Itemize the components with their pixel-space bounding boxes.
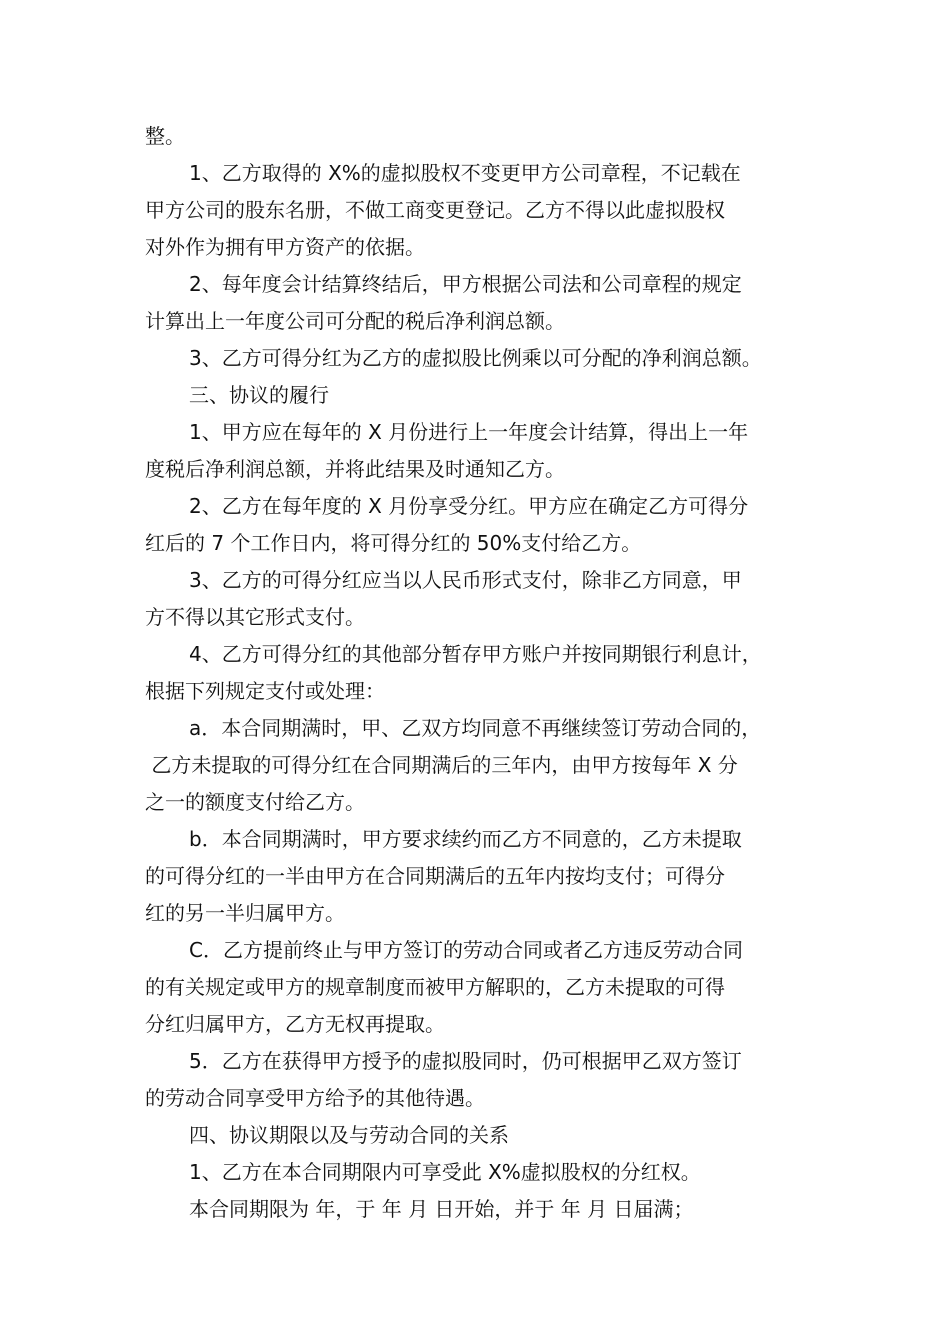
paragraph xyxy=(145,414,825,488)
text-line: 方不得以其它形式支付。 xyxy=(145,605,365,629)
text-line: 三、协议的履行 xyxy=(189,383,329,407)
text-line: 1、乙方在本合同期限内可享受此 X%虚拟股权的分红权。 xyxy=(189,1160,701,1184)
text-line: 之一的额度支付给乙方。 xyxy=(145,790,365,814)
paragraph xyxy=(145,932,825,1043)
paragraph xyxy=(145,1154,825,1191)
text-line: 甲方公司的股东名册，不做工商变更登记。乙方不得以此虚拟股权 xyxy=(145,198,725,222)
text-line: 的劳动合同享受甲方给予的其他待遇。 xyxy=(145,1086,485,1110)
text-line: 3、乙方的可得分红应当以人民币形式支付，除非乙方同意，甲 xyxy=(189,568,742,592)
text-line: 4、乙方可得分红的其他部分暂存甲方账户并按同期银行利息计， xyxy=(189,642,762,666)
paragraph xyxy=(145,636,825,710)
text-line: 3、乙方可得分红为乙方的虚拟股比例乘以可分配的净利润总额。 xyxy=(189,346,762,370)
text-line: b．本合同期满时，甲方要求续约而乙方不同意的，乙方未提取 xyxy=(189,827,742,851)
text-line: 根据下列规定支付或处理： xyxy=(145,679,385,703)
paragraph xyxy=(145,562,825,636)
text-line: 四、协议期限以及与劳动合同的关系 xyxy=(189,1123,509,1147)
text-line: 计算出上一年度公司可分配的税后净利润总额。 xyxy=(145,309,565,333)
text-line: 1、甲方应在每年的 X 月份进行上一年度会计结算，得出上一年 xyxy=(189,420,749,444)
text-line: 乙方未提取的可得分红在合同期满后的三年内，由甲方按每年 X 分 xyxy=(145,753,738,777)
text-line: 5．乙方在获得甲方授予的虚拟股同时，仍可根据甲乙双方签订 xyxy=(189,1049,742,1073)
text-line: 的可得分红的一半由甲方在合同期满后的五年内按均支付；可得分 xyxy=(145,864,725,888)
text-line: 分红归属甲方，乙方无权再提取。 xyxy=(145,1012,445,1036)
paragraph xyxy=(145,710,825,821)
text-line: 2、每年度会计结算终结后，甲方根据公司法和公司章程的规定 xyxy=(189,272,742,296)
document-page xyxy=(145,118,825,1228)
text-line: a．本合同期满时，甲、乙双方均同意不再继续签订劳动合同的， xyxy=(189,716,762,740)
section-heading xyxy=(145,1117,825,1154)
text-line: 本合同期限为 年，于 年 月 日开始，并于 年 月 日届满； xyxy=(189,1197,694,1221)
text-line: 对外作为拥有甲方资产的依据。 xyxy=(145,235,425,259)
text-line: 整。 xyxy=(145,124,185,148)
paragraph xyxy=(145,266,825,340)
paragraph xyxy=(145,821,825,932)
text-line: 2、乙方在每年度的 X 月份享受分红。甲方应在确定乙方可得分 xyxy=(189,494,749,518)
paragraph xyxy=(145,118,825,155)
paragraph xyxy=(145,340,825,377)
text-line: C．乙方提前终止与甲方签订的劳动合同或者乙方违反劳动合同 xyxy=(189,938,743,962)
text-line: 红后的 7 个工作日内，将可得分红的 50%支付给乙方。 xyxy=(145,531,642,555)
section-heading xyxy=(145,377,825,414)
text-line: 红的另一半归属甲方。 xyxy=(145,901,345,925)
text-line: 度税后净利润总额，并将此结果及时通知乙方。 xyxy=(145,457,565,481)
text-line: 的有关规定或甲方的规章制度而被甲方解职的，乙方未提取的可得 xyxy=(145,975,725,999)
paragraph xyxy=(145,1191,825,1228)
text-line: 1、乙方取得的 X%的虚拟股权不变更甲方公司章程，不记载在 xyxy=(189,161,741,185)
paragraph xyxy=(145,488,825,562)
paragraph xyxy=(145,1043,825,1117)
paragraph xyxy=(145,155,825,266)
